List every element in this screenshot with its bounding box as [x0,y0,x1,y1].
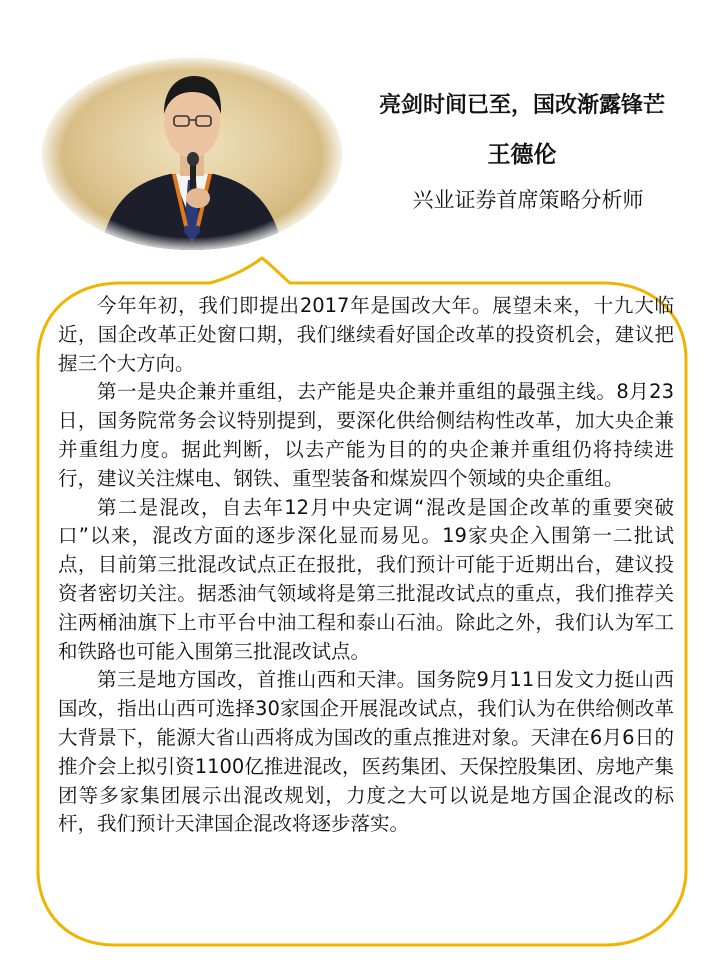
paragraph: 第二是混改，自去年12月中央定调“混改是国企改革的重要突破口”以来，混改方面的逐步深化显而易见。19家央企入围第一二批试点，目前第三批混改试点正在报批，我们预计可能于近期出台，建议投资者密切关注。据悉油气领域将是第三批混改试点的重点，我们推荐关注两桶油旗下上市平台中油工程和泰山石油。除此之外，我们认为军工和铁路也可能入围第三批混改试点。 [58,495,674,663]
author-role: 兴业证券首席策略分析师 [412,188,644,212]
author-name: 王德伦 [487,142,557,168]
speaker-photo [40,56,344,252]
paragraph: 今年年初，我们即提出2017年是国改大年。展望未来，十九大临近，国企改革正处窗口期，我们继续看好国企改革的投资机会，建议把握三个大方向。 [58,294,674,375]
article-body [58,292,674,839]
paragraph: 第一是央企兼并重组，去产能是央企兼并重组的最强主线。8月23日，国务院常务会议特别提到，要深化供给侧结构性改革，加大央企兼并重组力度。据此判断，以去产能为目的的央企兼并重组仍将持续进行，建议关注煤电、钢铁、重型装备和煤炭四个领域的央企重组。 [58,380,674,490]
article-title: 亮剑时间已至，国改渐露锋芒 [378,93,665,118]
paragraph: 第三是地方国改，首推山西和天津。国务院9月11日发文力挺山西国改，指出山西可选择30家国企开展混改试点，我们认为在供给侧改革大背景下，能源大省山西将成为国改的重点推进对象。天津在6月6日的推介会上拟引资1100亿推进混改，医药集团、天保控股集团、房地产集团等多家集团展示出混改规划，力度之大可以说是地方国企混改的标杆，我们预计天津国企混改将逐步落实。 [58,668,674,836]
